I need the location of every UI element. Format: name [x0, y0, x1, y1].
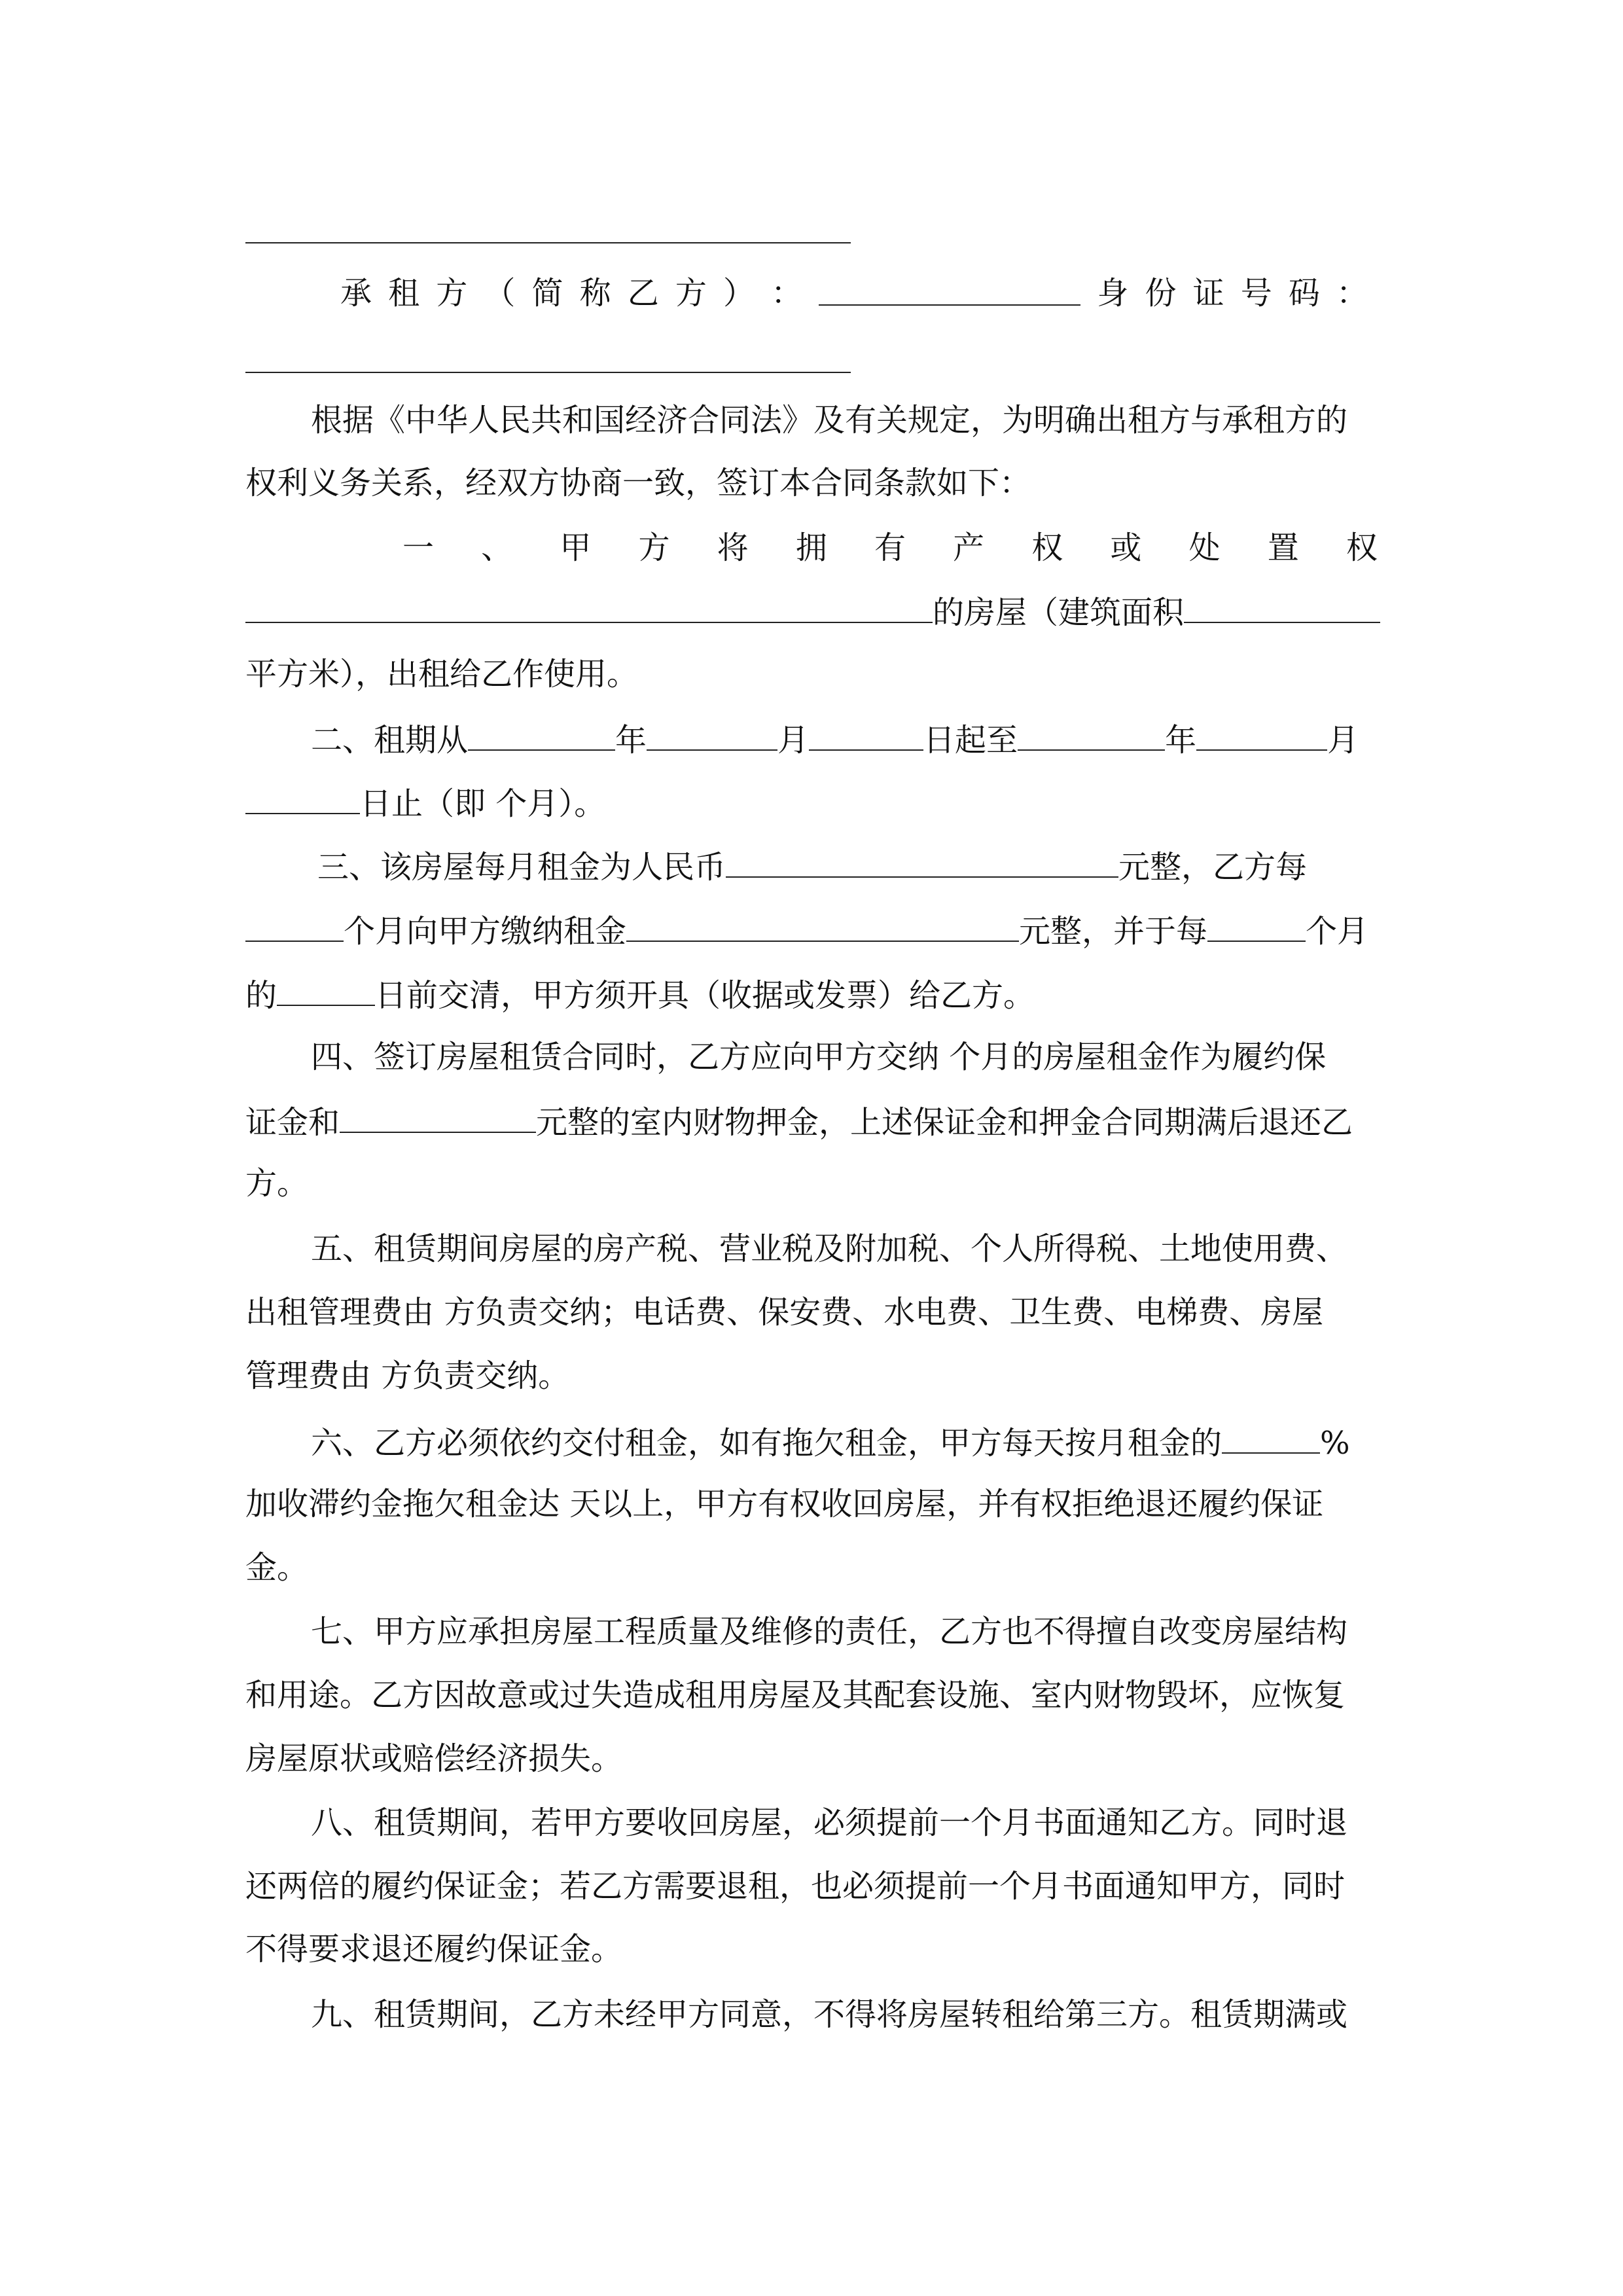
clause-4-text: 证金和 [245, 1104, 340, 1141]
clause-8-line-3: 不得要求退还履约保证金。 [245, 1931, 623, 1967]
year-label: 年 [1165, 722, 1197, 759]
clause-7-line-1: 七、甲方应承担房屋工程质量及维修的责任，乙方也不得擅自改变房屋结构 [311, 1613, 1348, 1650]
clause-3-text: 个月 [1306, 913, 1369, 950]
clause-1-char: 产 [953, 529, 985, 566]
end-day-blank[interactable] [245, 779, 360, 814]
start-year-blank[interactable] [468, 715, 615, 751]
clause-5-line-2: 出租管理费由 方负责交纳；电话费、保安费、水电费、卫生费、电梯费、房屋 [245, 1294, 1324, 1331]
lessee-char: 承 [340, 275, 372, 312]
clause-1-line-1 [402, 525, 1378, 571]
clause-8-line-2: 还两倍的履约保证金；若乙方需要退租，也必须提前一个月书面通知甲方，同时 [245, 1868, 1346, 1905]
clause-3-text: 元整，并于每 [1019, 913, 1208, 950]
percent-sign: % [1320, 1425, 1350, 1462]
clause-3-line-1 [317, 842, 1450, 888]
id-char: ： [1336, 275, 1368, 312]
clause-3-text: 元整，乙方每 [1118, 849, 1308, 886]
end-year-blank[interactable] [1018, 715, 1165, 751]
clause-4-line-3: 方。 [245, 1165, 309, 1202]
preamble-line-2: 权利义务关系，经双方协商一致，签订本合同条款如下： [245, 465, 1031, 501]
clause-3-text: 日前交清，甲方须开具（收据或发票）给乙方。 [375, 977, 1035, 1014]
lessee-line [340, 270, 1368, 316]
clause-3-line-3 [245, 971, 1378, 1016]
signature-rule-top [245, 242, 851, 243]
clause-6-line-2: 加收滞约金拖欠租金达 天以上，甲方有权收回房屋，并有权拒绝退还履约保证 [245, 1486, 1324, 1522]
lessee-char: （ [484, 275, 516, 312]
preamble-line-1: 根据《中华人民共和国经济合同法》及有关规定，为明确出租方与承租方的 [311, 402, 1348, 439]
clause-2-text: 日起至 [923, 722, 1018, 759]
clause-3-text: 个月向甲方缴纳租金 [344, 913, 627, 950]
clause-1-text: 的房屋（建筑面积 [933, 594, 1185, 631]
clause-1-char: 甲 [560, 529, 592, 566]
start-day-blank[interactable] [809, 715, 923, 751]
id-char: 身 [1097, 275, 1129, 312]
clause-7-line-2: 和用途。乙方因故意或过失造成租用房屋及其配套设施、室内财物毁坏，应恢复 [245, 1677, 1346, 1713]
clause-2-text: 日止（即 个月）。 [360, 785, 606, 822]
lessee-char: 简 [531, 275, 563, 312]
clause-6-text: 六、乙方必须依约交付租金，如有拖欠租金，甲方每天按月租金的 [311, 1425, 1222, 1462]
lessee-char: ： [771, 275, 803, 312]
clause-1-char: 权 [1346, 529, 1378, 566]
rent-amount-blank[interactable] [626, 906, 1019, 942]
lessee-char: 租 [388, 275, 420, 312]
floor-area-blank[interactable] [1184, 588, 1380, 623]
late-fee-percent-blank[interactable] [1222, 1418, 1320, 1454]
monthly-rent-blank[interactable] [726, 842, 1118, 878]
id-char: 号 [1240, 275, 1272, 312]
clause-3-line-2 [245, 906, 1378, 952]
clause-8-line-1: 八、租赁期间，若甲方要收回房屋，必须提前一个月书面通知乙方。同时退 [311, 1804, 1348, 1841]
clause-2-line-2 [245, 779, 1378, 825]
clause-1-char: 权 [1031, 529, 1063, 566]
clause-1-char: 有 [874, 529, 906, 566]
clause-1-char: 方 [638, 529, 670, 566]
clause-3-text: 三、该房屋每月租金为人民币 [317, 849, 726, 886]
clause-1-line-2 [245, 588, 1378, 634]
id-char: 份 [1145, 275, 1177, 312]
property-address-blank[interactable] [245, 588, 933, 623]
clause-1-char: 置 [1267, 529, 1299, 566]
clause-6-line-3: 金。 [245, 1549, 309, 1586]
clause-1-char: 处 [1188, 529, 1221, 566]
clause-1-line-3: 平方米），出租给乙作使用。 [245, 656, 639, 692]
clause-3-text: 的 [245, 977, 277, 1014]
lessee-char: 称 [579, 275, 611, 312]
start-month-blank[interactable] [647, 715, 777, 751]
clause-9-line-1: 九、租赁期间，乙方未经甲方同意，不得将房屋转租给第三方。租赁期满或 [311, 1996, 1348, 2033]
clause-2-line-1 [311, 715, 1443, 761]
clause-7-line-3: 房屋原状或赔偿经济损失。 [245, 1740, 623, 1777]
year-label: 年 [615, 722, 647, 759]
payment-interval-blank[interactable] [245, 906, 344, 942]
clause-1-char: 拥 [795, 529, 827, 566]
clause-5-line-3: 管理费由 方负责交纳。 [245, 1357, 570, 1394]
clause-1-char: 一 [402, 529, 435, 566]
clause-4-line-2 [245, 1098, 1378, 1143]
end-month-blank[interactable] [1196, 715, 1327, 751]
id-char: 码 [1288, 275, 1320, 312]
clause-1-char: 将 [717, 529, 749, 566]
clause-4-text: 元整的室内财物押金，上述保证金和押金合同期满后退还乙 [536, 1104, 1353, 1141]
id-char: 证 [1192, 275, 1224, 312]
deposit-amount-blank[interactable] [340, 1098, 536, 1133]
lessee-char: 乙 [627, 275, 659, 312]
clause-5-line-1: 五、租赁期间房屋的房产税、营业税及附加税、个人所得税、土地使用费、 [311, 1230, 1348, 1267]
clause-2-text: 二、租期从 [311, 722, 469, 759]
lessee-name-blank[interactable] [819, 270, 1080, 306]
clause-1-char: 或 [1110, 529, 1142, 566]
month-label: 月 [1327, 722, 1359, 759]
clause-4-line-1: 四、签订房屋租赁合同时，乙方应向甲方交纳 个月的房屋租金作为履约保 [311, 1039, 1327, 1075]
clause-6-line-1 [311, 1418, 1443, 1464]
month-label: 月 [777, 722, 810, 759]
payment-month-blank[interactable] [1207, 906, 1306, 942]
lessee-char: ） [723, 275, 755, 312]
lessee-char: 方 [675, 275, 707, 312]
signature-rule-id [245, 372, 851, 373]
clause-1-char: 、 [481, 529, 513, 566]
payment-day-blank[interactable] [277, 971, 375, 1006]
lessee-char: 方 [436, 275, 468, 312]
